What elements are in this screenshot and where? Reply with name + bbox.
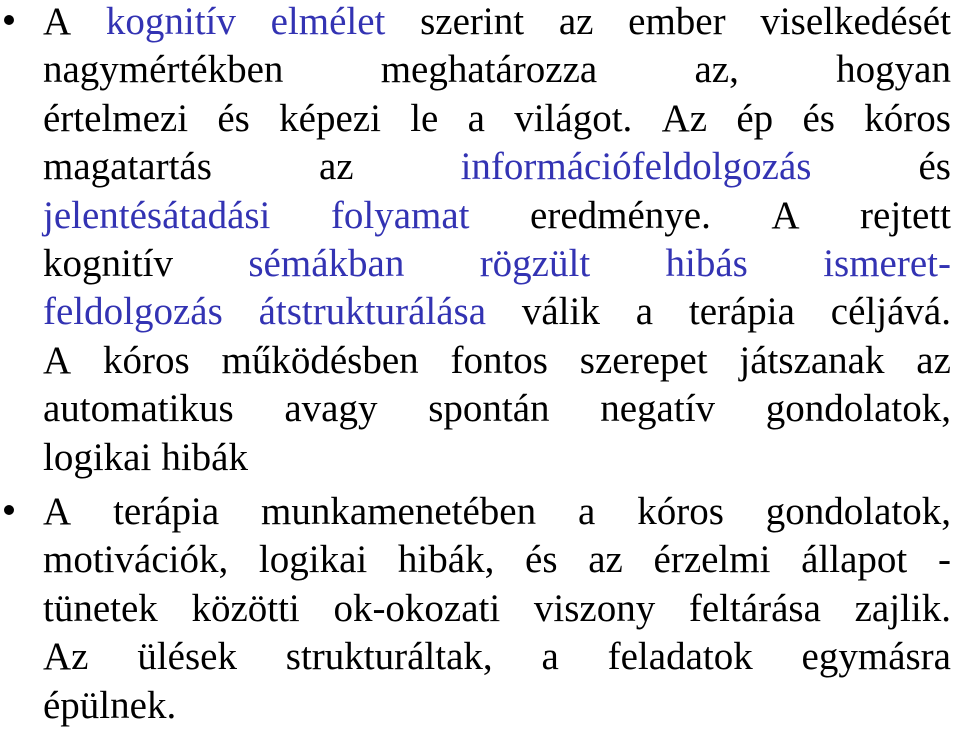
text-line — [43, 633, 951, 681]
word: rejtett — [860, 193, 951, 237]
word: szerepet — [579, 338, 708, 382]
word: ülések — [137, 635, 237, 679]
word: kóros — [637, 490, 724, 533]
word: le — [410, 96, 439, 140]
word: egymásra — [801, 635, 951, 679]
bullet-dot-icon — [4, 505, 14, 515]
word: Az — [43, 635, 89, 679]
word: nagymértékben — [43, 48, 284, 92]
text-line — [43, 585, 951, 633]
word: az — [916, 338, 951, 382]
text-line — [43, 536, 951, 584]
word: feltárása — [688, 586, 821, 630]
word: viselkedését — [760, 0, 951, 43]
word: érzelmi — [653, 538, 771, 582]
highlighted-term: ismeret- — [823, 242, 951, 285]
highlighted-term: információfeldolgozás — [460, 145, 812, 189]
word: hogyan — [836, 48, 951, 92]
word: az — [558, 0, 594, 43]
word: logikai — [43, 435, 152, 479]
word: céljává. — [830, 290, 951, 334]
text-line — [43, 434, 951, 482]
text-line — [43, 192, 951, 240]
word: munkamenetében — [261, 490, 537, 533]
word: kognitív — [43, 242, 174, 285]
word: zajlik. — [854, 586, 951, 630]
word: értelmezi — [43, 96, 189, 140]
word: az, — [694, 48, 739, 92]
highlighted-term: elmélet — [270, 0, 386, 43]
highlighted-term: jelentésátadási — [43, 193, 271, 237]
word: logikai — [258, 538, 368, 582]
text-line — [43, 46, 951, 94]
word: képezi — [279, 96, 381, 140]
word: hibák — [161, 435, 248, 479]
word: A — [43, 490, 72, 533]
word: kóros — [864, 96, 951, 140]
word: ép — [736, 96, 774, 140]
word: és — [525, 538, 558, 582]
word: állapot — [801, 538, 908, 582]
word: válik — [521, 290, 600, 334]
word: meghatározza — [380, 48, 598, 92]
word: világot. — [514, 96, 633, 140]
text-line — [43, 95, 951, 143]
text-line — [43, 0, 951, 46]
word: Az — [661, 96, 708, 140]
word: és — [802, 96, 835, 140]
highlighted-term: hibás — [665, 242, 748, 285]
text-line — [43, 240, 951, 288]
word: kóros — [103, 338, 190, 382]
highlighted-term: kognitív — [105, 0, 236, 43]
word: gondolatok, — [765, 490, 951, 533]
word: viszony — [533, 586, 656, 630]
word: működésben — [221, 338, 419, 382]
word: közötti — [191, 586, 300, 630]
word: feladatok — [607, 635, 753, 679]
word: hibák, — [397, 538, 495, 582]
word: terápia — [688, 290, 795, 334]
word: avagy — [284, 387, 378, 431]
word: terápia — [113, 490, 220, 533]
word: A — [771, 193, 800, 237]
word: ok-okozati — [333, 586, 501, 630]
highlighted-term: sémákban — [248, 242, 405, 285]
text-line — [43, 143, 951, 191]
word: a — [635, 290, 654, 334]
highlighted-term: rögzült — [479, 242, 591, 285]
highlighted-term: feldolgozás — [43, 290, 223, 334]
word: a — [578, 490, 596, 533]
word: fontos — [450, 338, 548, 382]
word: gondolatok, — [765, 387, 951, 431]
text-line — [43, 488, 951, 536]
word: - — [937, 538, 951, 582]
bullet-dot-icon — [4, 15, 14, 25]
word: negatív — [600, 387, 716, 431]
word: automatikus — [43, 387, 234, 431]
highlighted-term: átstrukturálása — [258, 290, 487, 334]
word: strukturáltak, — [285, 635, 493, 679]
word: játszanak — [739, 338, 885, 382]
word: az — [318, 145, 354, 189]
word: a — [541, 635, 559, 679]
highlighted-term: folyamat — [330, 193, 470, 237]
text-line — [43, 682, 951, 730]
word: épülnek. — [43, 683, 177, 727]
word: ember — [628, 0, 726, 43]
text-line — [43, 337, 951, 385]
word: A — [43, 0, 72, 43]
word: eredménye. — [530, 193, 711, 237]
word: szerint — [420, 0, 525, 43]
word: magatartás — [43, 145, 212, 189]
word: a — [467, 96, 485, 140]
word: A — [43, 338, 72, 382]
text-line — [43, 288, 951, 336]
word: az — [588, 538, 623, 582]
word: spontán — [428, 387, 550, 431]
word: és — [918, 145, 951, 189]
text-line — [43, 385, 951, 433]
word: és — [217, 96, 250, 140]
word: tünetek — [43, 586, 158, 630]
word: motivációk, — [43, 538, 229, 582]
